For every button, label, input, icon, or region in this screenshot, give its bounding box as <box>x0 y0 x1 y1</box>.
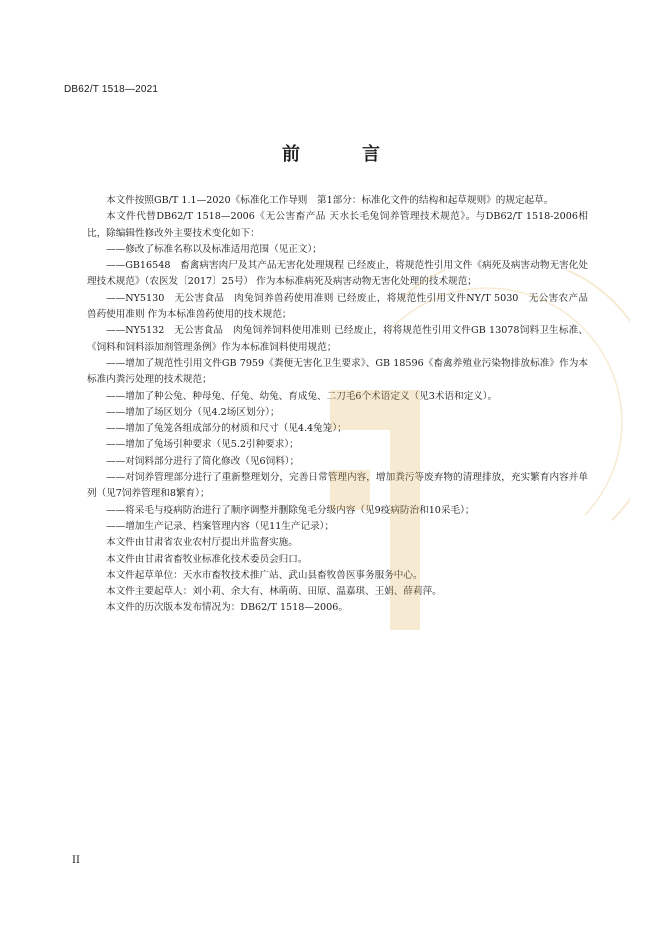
paragraph: 本文件的历次版本发布情况为：DB62/T 1518—2006。 <box>106 602 348 614</box>
paragraph: ——增加了兔场引种要求（见5.2引种要求）； <box>106 439 299 451</box>
paragraph: ——将采毛与疫病防治进行了顺序调整并删除兔毛分级内容（见9疫病防治和10采毛）； <box>106 504 475 516</box>
paragraph: ——修改了标准名称以及标准适用范围（见正文）； <box>106 243 322 255</box>
paragraph: 本文件由甘肃省农业农村厅提出并监督实施。 <box>106 537 298 549</box>
paragraph: 本文件由甘肃省畜牧业标准化技术委员会归口。 <box>106 553 308 565</box>
page-number: II <box>72 855 80 866</box>
paragraph: ——增加了场区划分（见4.2场区划分）； <box>106 406 280 418</box>
paragraph: ——增加生产记录、档案管理内容（见11生产记录）； <box>106 520 335 532</box>
paragraph: ——增加了兔笼各组成部分的材质和尺寸（见4.4兔笼）； <box>106 423 347 435</box>
paragraph: ——GB16548 畜禽病害肉尸及其产品无害化处理规程 已经废止，将规范性引用文件《病死及病害动物无害化处理技术规范》（农医发〔2017〕25号） 作为本标准病死及病害动物无害化处理的技术规范； <box>87 260 588 288</box>
page-title: 前 言 <box>282 144 402 165</box>
paragraph: ——增加了种公兔、种母兔、仔兔、幼兔、育成兔、二刀毛6个术语定义（见3术语和定义）。 <box>106 390 498 402</box>
paragraph: ——NY5132 无公害食品 肉兔饲养饲料使用准则 已经废止，将将规范性引用文件GB 13078饲料卫生标准、《饲料和饲料添加剂管理条例》作为本标准饲料使用规范； <box>87 325 588 353</box>
paragraph: ——NY5130 无公害食品 肉兔饲养兽药使用准则 已经废止，将规范性引用文件NY/T 5030 无公害农产品 兽药使用准则 作为本标准兽药使用的技术规范； <box>87 292 598 321</box>
paragraph: 本文件主要起草人：刘小莉、余大有、林萌萌、田原、温嘉琪、王娟、薛莉萍。 <box>106 586 442 598</box>
paragraph: ——增加了规范性引用文件GB 7959《粪便无害化卫生要求》、GB 18596《畜禽养殖业污染物排放标准》作为本标准内粪污处理的技术规范； <box>87 357 588 386</box>
paragraph: ——对饲料部分进行了简化修改（见6饲料）； <box>106 455 300 467</box>
paragraph: 本文件起草单位：天水市畜牧技术推广站、武山县畜牧兽医事务服务中心。 <box>106 569 423 581</box>
paragraph: 本文件代替DB62/T 1518—2006《无公害畜产品 天水长毛兔饲养管理技术规范》。与DB62/T 1518-2006相比，除编辑性修改外主要技术变化如下： <box>87 211 588 239</box>
paragraph: ——对饲养管理部分进行了重新整理划分，完善日常管理内容，增加粪污等废弃物的清理排放，充实繁育内容并单列（见7饲养管理和8繁育）； <box>87 472 588 500</box>
paragraph: 本文件按照GB/T 1.1—2020《标准化工作导则 第1部分：标准化文件的结构和起草规则》的规定起草。 <box>106 195 554 206</box>
doc-code: DB62/T 1518—2021 <box>64 84 159 95</box>
document-body <box>87 193 598 617</box>
